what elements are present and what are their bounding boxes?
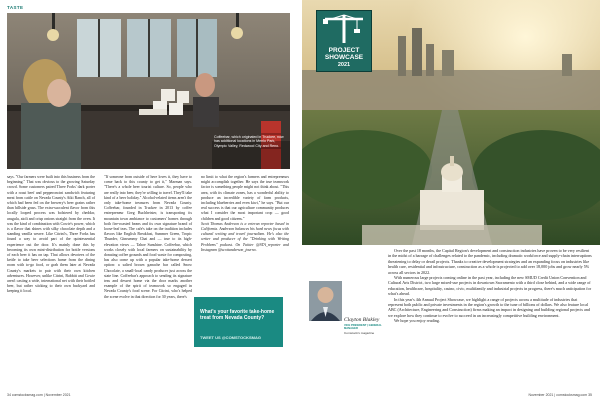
project-showcase-logo <box>316 10 372 72</box>
article-column-2 <box>104 175 192 300</box>
signature-title: VICE PRESIDENT | GENERAL MANAGER <box>344 324 382 331</box>
signature-name: Clayton Blakley <box>344 317 380 323</box>
logo-year: 2021 <box>337 62 351 68</box>
photo-caption: Coffeebar, which originated in Truckee, now has additional locations in Menlo Park, Olympic Valley, Redwood City and Reno. <box>214 135 284 148</box>
letter-paragraph: We hope you enjoy reading. <box>394 318 440 324</box>
right-page-footer: November 2021 | comstocksmag.com 35 <box>528 393 592 397</box>
article-column-1 <box>7 175 95 295</box>
letter-paragraph: Over the past 18 months, the Capital Region's development and construction industries have proven to be very resilient in the midst of a barrage of challenges related to the pandemic, including dramatic workforce and supply-chain interruptions threatening to delay or derail projects. Thanks to creative development strategies and an expanding focus on industries like health care, residential and infrastructure, construction as a whole is projected to add over 18,000 jobs and grow nearly 5% across all sectors in 2022. <box>388 248 592 275</box>
left-page-footer: 34 comstocksmag.com | November 2021 <box>7 393 71 397</box>
author-headshot <box>309 281 342 321</box>
article-text: says. "Our farmers were built into this business from the beginning." That was obvious to the growing Saturday crowd. Some customers paired Three Forks' dark porter with a roast beef and pepperoncini sandwich featuring meat from cattle on Nevada County's Aiki Ranch, all of which had been fed on the brewery's beer grains rather than hillside grass. The extra-succulent flavor from this locally looped process was bolstered by cheddar, arugula, aioli and crisp onions straight from the oven. It was the kind of combination with Cowie's power, which is a flavor that shines with silky chocolate depth and a standing vanilla weave. Like Citrini's, Three Forks has found a way to avoid part of the quintessential experience out the door. It's mainly done this by becoming its own mini-distribution for bottle versions of each beer it has on tap. That allows devotees of the kettle to take beer selections home from the dining room with to-go food, or grab them later at Nevada County's markets to pair with their own kitchen adventures. However, unlike Citrini, Babbitt and Cowie aren't casting a wide, international net with their bottled beer, but rather sticking to their own backyard and keeping it local. <box>7 175 95 294</box>
author-bio: Scott Thomas Anderson is a veteran reporter based in California. Anderson balances his hard news focus with cultural writing and travel journalism. He's also the writer and producer of the "Drinking with Writing Problems" podcast. On Twitter @STA_reporter and Instagram @scottanderson_journo. <box>201 221 289 252</box>
article-body <box>7 175 290 387</box>
sacramento-aerial-photo <box>302 0 600 245</box>
article-text: no limit to what the region's farmers and entrepreneurs might accomplish together. He says the true teamwork factor is something people might not think about. "This area, with its climate zones, has a wonderful ability to produce an incredible variety of farm products, including blueberries and even kiwi," he says. "But our real success is that our agriculture community produces what I consider the most important crop — good children and good citizens." <box>201 175 289 221</box>
promo-question: What's your favorite take-home treat from Nevada County? <box>200 309 275 321</box>
section-tag: TASTE <box>7 5 24 10</box>
article-column-3 <box>201 175 289 253</box>
right-page <box>302 0 600 401</box>
editors-letter <box>388 248 593 324</box>
crane-icon <box>317 11 371 47</box>
letter-paragraph: In this year's 4th Annual Project Showcase, we highlight a range of projects across a multitude of industries that represent both public and private investments in the region's growth to the tune of billions of dollars. We also feature local ABC (Architecture, Engineering and Construction) firms making an impact in designing and building regional projects and we explore how they continue to evolve to succeed in an increasingly competitive building environment. <box>388 296 590 318</box>
person-portrait-icon <box>309 281 342 321</box>
logo-title: PROJECT SHOWCASE <box>324 47 364 61</box>
promo-box <box>194 297 283 347</box>
signature-publication: Comstock's magazine <box>344 331 375 335</box>
twitter-handle-link[interactable]: TWEET US @COMSTOCKSMAG <box>200 335 261 340</box>
letter-paragraph: With numerous large projects coming online in the past year, including the new SMUD Credit Union Convention and Cultural Arts District, two large mixed-use projects in downtown Sacramento with a third close behind, and a wide range of education, healthcare, hospitality, casino, civic, multifamily and industrial projects in progress, there's much anticipation for what's ahead. <box>388 275 592 297</box>
left-page <box>0 0 298 401</box>
article-text: "If someone from outside of here loves it, they have to come back to this county to get it," Marman says. "There's a whole beer tourist culture. So, people who are really into beer, they're willing to travel. They'll take kind of a beer holiday." Alcohol-related items aren't the only take-home treasures from Nevada County. Coffeebar, founded in Truckee in 2013 by coffee entrepreneur Greg Buchheister, is transporting its mountain town ambiance to customers' homes through both fire-roasted beans and its own signature brand of loose-leaf teas. The cafe's take on the tradition includes flavors like English Breakfast, Summer Green, Tropic Thunder, Ginrummy Chai and — true to its high-elevation views — Tahoe Sunshine. Coffeebar, which works closely with local farmers on sustainability by donating coffee grounds and food waste for composting, has also come up with a popular take-home dessert option: a salted brown ganache bar called Snow Chocolate, a small-local candy producer just across the state line. Coffeebar's approach to sending its signature teas and dessert home via the door marks another example of the spirit of teamwork so engaged in Nevada County's food scene. For Citrini, who's helped the scene evolve in that direction for 30 years, there's <box>104 175 192 299</box>
